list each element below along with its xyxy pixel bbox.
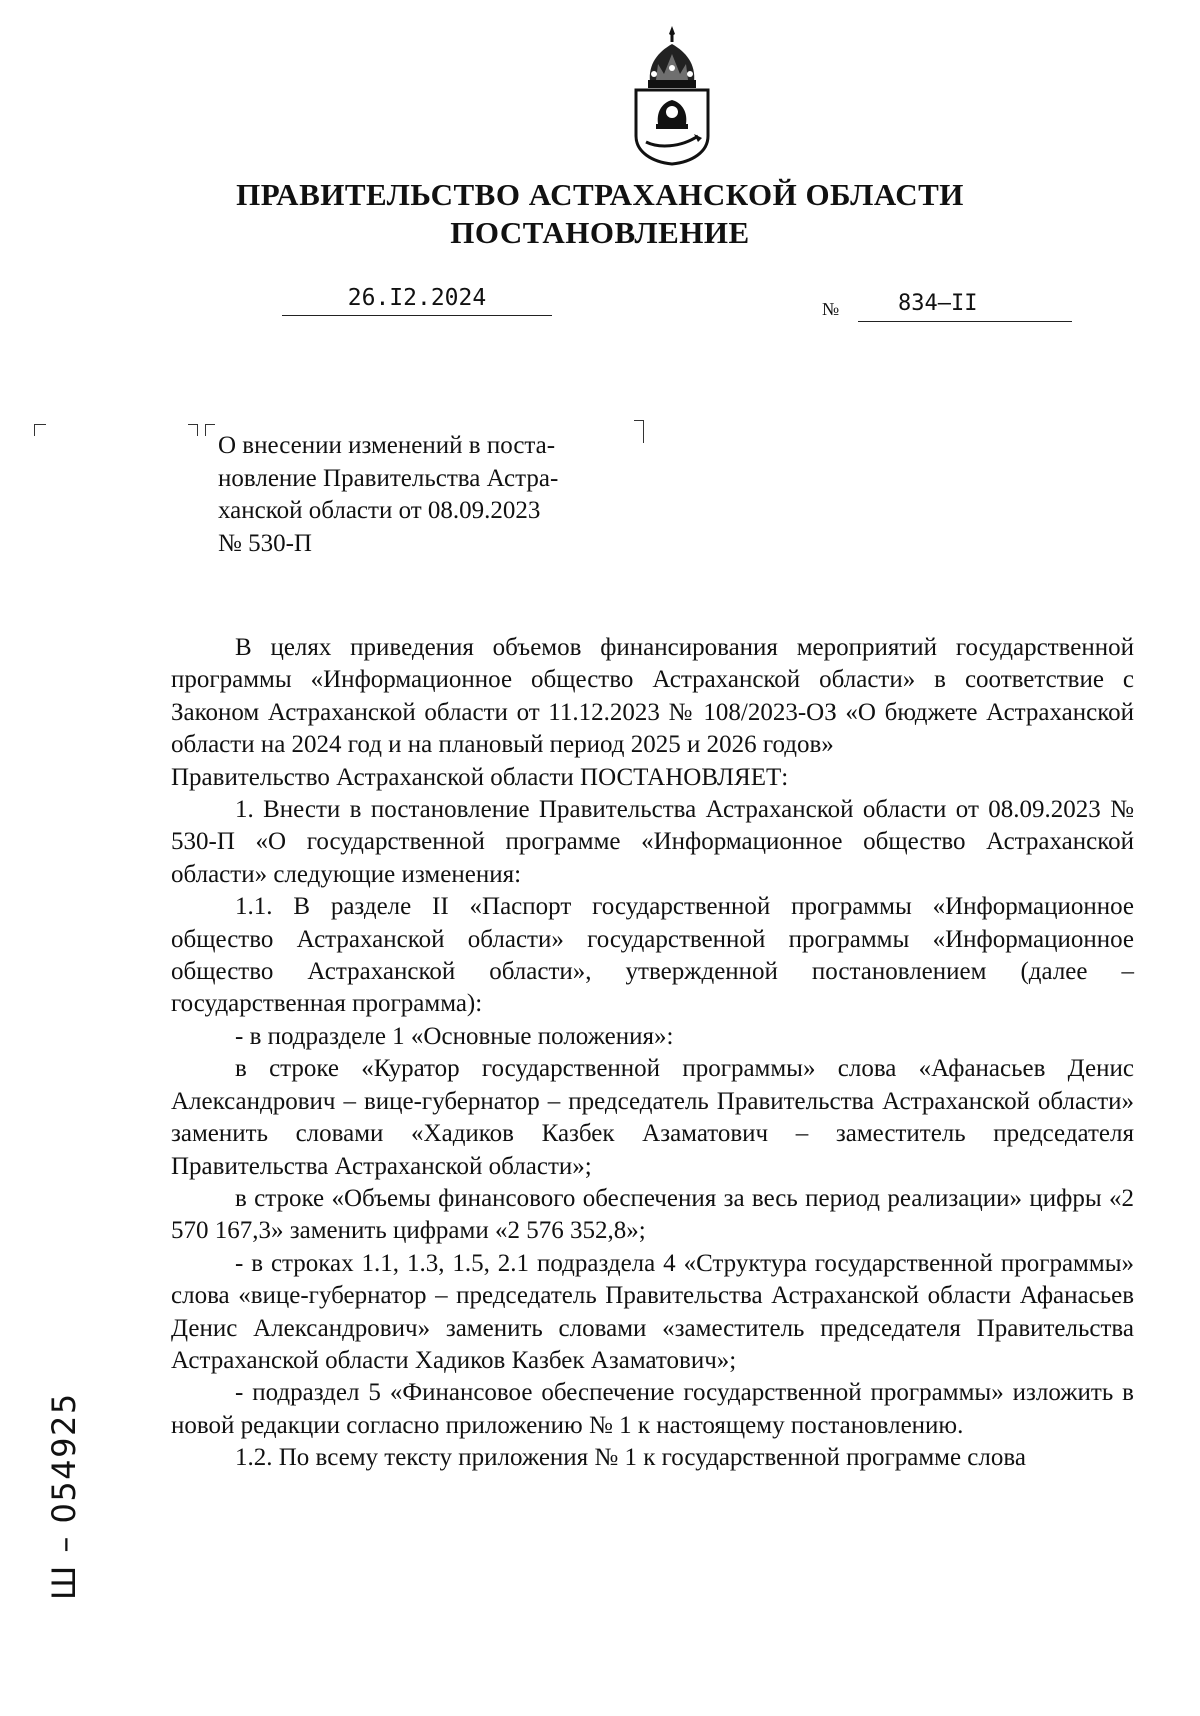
document-number: 834–II: [858, 288, 1072, 322]
subject-line: О внесении изменений в поста-: [218, 432, 556, 459]
form-serial-number: Ш – 054925: [45, 1392, 83, 1600]
subject-line: новление Правительства Астра-: [218, 464, 559, 492]
subject-line: ханской области от 08.09.2023: [218, 497, 541, 524]
body-paragraph: - в подразделе 1 «Основные положения»:: [235, 1022, 674, 1050]
document-date: 26.I2.2024: [282, 283, 552, 316]
body-paragraph: 1. Внести в постановление Правительства Астраханской области от 08.09.2023 № 530-П «О государственной программе «Информационное общество Астраханской области» следующие изменения:: [171, 796, 1134, 888]
document-body: [171, 632, 1134, 1475]
body-paragraph: 1.1. В разделе II «Паспорт государственной программы «Информационное общество Астраханской области» государственной программы «Информационное общество Астраханской области», утвержденной постановлением (далее – государственная программа):: [171, 893, 1134, 1018]
corner-mark: [34, 424, 46, 436]
body-paragraph: в строке «Объемы финансового обеспечения за весь период реализации» цифры «2 570 167,3» заменить цифрами «2 576 352,8»;: [171, 1184, 1134, 1245]
document-subject: [218, 430, 638, 560]
body-paragraph: Правительство Астраханской области ПОСТАНОВЛЯЕТ:: [171, 763, 789, 791]
corner-mark: [188, 424, 198, 436]
corner-mark: [205, 424, 215, 436]
body-paragraph: - подраздел 5 «Финансовое обеспечение государственной программы» изложить в новой редакции согласно приложению № 1 к настоящему постановлению.: [171, 1379, 1134, 1439]
government-name: ПРАВИТЕЛЬСТВО АСТРАХАНСКОЙ ОБЛАСТИ: [236, 177, 964, 212]
number-sign: №: [822, 299, 840, 319]
coat-of-arms-icon: [628, 24, 716, 166]
body-paragraph: В целях приведения объемов финансирования мероприятий государственной программы «Информационное общество Астраханской области» в соответствие с Законом Астраханской области от 11.12.2023 № 108/2023-ОЗ «О бюджете Астраханской области на 2024 год и на плановый период 2025 и 2026 годов»: [171, 634, 1134, 759]
body-paragraph: - в строках 1.1, 1.3, 1.5, 2.1 подраздела 4 «Структура государственной программы» слова «вице-губернатор – председатель Правительства Астраханской области Афанасьев Денис Александрович» заменить словами «заместитель председателя Правительства Астраханской области Хадиков Казбек Азаматович»;: [171, 1249, 1134, 1374]
document-header: [0, 176, 1200, 252]
body-paragraph: 1.2. По всему тексту приложения № 1 к государственной программе слова: [235, 1444, 1026, 1472]
body-paragraph: в строке «Куратор государственной программы» слова «Афанасьев Денис Александрович – вице-губернатор – председатель Правительства Астраханской области» заменить словами «Хадиков Казбек Азаматович – заместитель председателя Правительства Астраханской области»;: [171, 1055, 1134, 1180]
document-type: ПОСТАНОВЛЕНИЕ: [450, 215, 750, 250]
subject-line: № 530-П: [218, 529, 312, 557]
